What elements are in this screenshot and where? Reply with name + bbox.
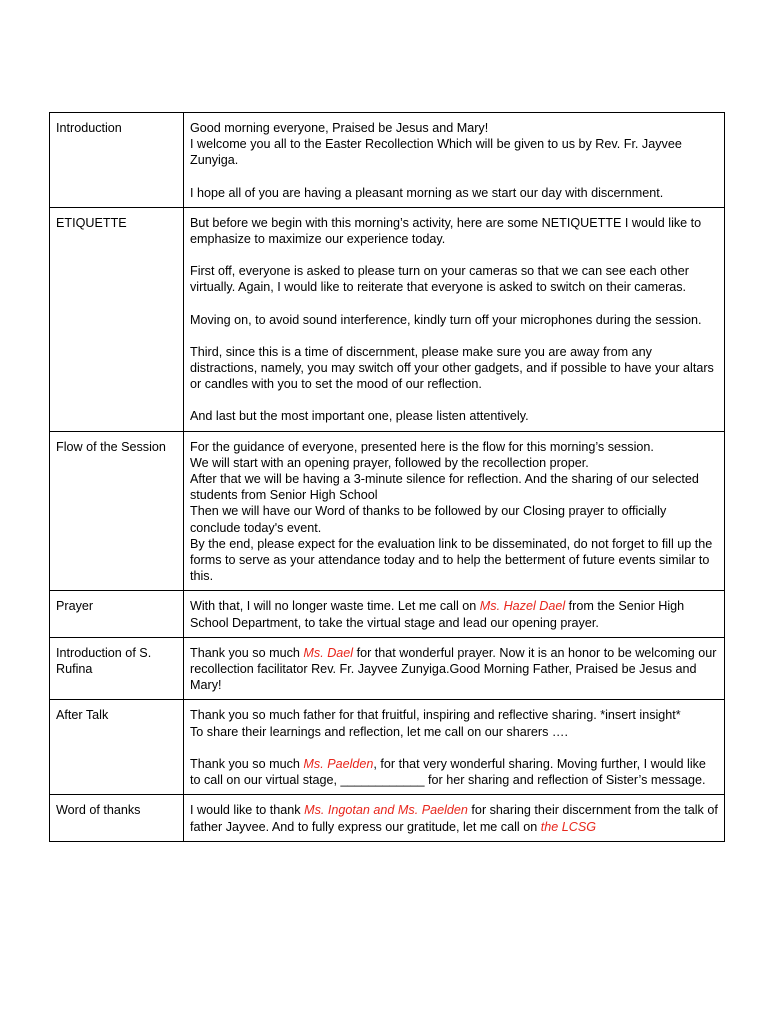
script-text: Thank you so much (190, 645, 304, 660)
script-paragraph (190, 756, 718, 788)
recollection-script-table (49, 112, 725, 842)
script-line (190, 471, 718, 503)
script-line (190, 756, 718, 788)
script-line (190, 215, 718, 247)
script-paragraph (190, 185, 718, 201)
script-text: After that we will be having a 3-minute silence for reflection. And the sharing of our selected students from Senior High School (190, 472, 699, 503)
highlighted-name: Ms. Ingotan and Ms. Paelden (304, 803, 468, 818)
script-line (190, 455, 718, 471)
script-text: First off, everyone is asked to please turn on your cameras so that we can see each other virtually. Again, I would like to reiterate that everyone is asked to switch on their cameras. (190, 264, 689, 295)
table-body (50, 113, 725, 842)
highlighted-name: the LCSG (540, 819, 597, 834)
script-text: By the end, please expect for the evaluation link to be disseminated, do not forget to fill up the forms to serve as your attendance today and to help the betterment of future events similar to this. (190, 536, 713, 584)
script-text: , for that very wonderful sharing. Moving further, I would like to call on our virtual stage, ____________ for her sharing and reflection of Sister’s message. (190, 756, 706, 788)
script-text: Thank you so much (190, 756, 304, 771)
script-line (190, 312, 718, 328)
script-text: For the guidance of everyone, presented here is the flow for this morning’s session. (190, 439, 654, 454)
section-label: After Talk (50, 700, 184, 795)
script-paragraph (190, 645, 718, 694)
script-text: To share their learnings and reflection, let me call on our sharers …. (190, 724, 568, 739)
script-line (190, 120, 718, 136)
script-text: from the Senior High School Department, to take the virtual stage and lead our opening prayer. (190, 599, 685, 630)
script-line (190, 598, 718, 630)
script-line (190, 645, 718, 694)
table-row (50, 207, 725, 431)
table-row (50, 700, 725, 795)
highlighted-name: Ms. Hazel Dael (479, 599, 566, 614)
script-line (190, 802, 718, 834)
script-paragraph (190, 312, 718, 328)
script-paragraph (190, 802, 718, 834)
script-paragraph (190, 598, 718, 630)
script-text: We will start with an opening prayer, followed by the recollection proper. (190, 455, 589, 470)
script-line (190, 503, 718, 535)
script-paragraph (190, 215, 718, 247)
section-label: Introduction of S. Rufina (50, 637, 184, 700)
script-paragraph (190, 344, 718, 393)
script-text: I welcome you all to the Easter Recollection Which will be given to us by Rev. Fr. Jayvee Zunyiga. (190, 137, 682, 168)
table-row (50, 795, 725, 841)
script-paragraph (190, 120, 718, 169)
script-line (190, 136, 718, 168)
script-text: Good morning everyone, Praised be Jesus and Mary! (190, 121, 489, 135)
script-paragraph (190, 263, 718, 295)
script-text: I hope all of you are having a pleasant morning as we start our day with discernment. (190, 185, 664, 200)
script-text: Then we will have our Word of thanks to be followed by our Closing prayer to officially conclude today's event. (190, 504, 667, 535)
script-text: I would like to thank (190, 803, 305, 818)
script-line (190, 724, 718, 740)
script-paragraph (190, 408, 718, 424)
script-line (190, 185, 718, 201)
script-line (190, 408, 718, 424)
script-text: for that wonderful prayer. Now it is an honor to be welcoming our recollection facilitator Rev. Fr. Jayvee Zunyiga.Good Morning Father, Praised be Jesus and Mary! (190, 645, 717, 693)
script-text: With that, I will no longer waste time. Let me call on (190, 599, 480, 614)
script-line (190, 344, 718, 393)
section-label: Word of thanks (50, 795, 184, 841)
script-text: Third, since this is a time of discernment, please make sure you are away from any distractions, namely, you may switch off your other gadgets, and if possible to have your altars or candles with you to set the mood of our reflection. (190, 344, 714, 392)
section-script (184, 637, 725, 700)
script-line (190, 707, 718, 723)
script-text: But before we begin with this morning’s activity, here are some NETIQUETTE I would like to emphasize to maximize our experience today. (190, 215, 702, 247)
script-line (190, 263, 718, 295)
section-label: Flow of the Session (50, 431, 184, 591)
table-row (50, 637, 725, 700)
table-row (50, 113, 725, 208)
script-text: And last but the most important one, please listen attentively. (190, 409, 529, 424)
script-text: Thank you so much father for that fruitful, inspiring and reflective sharing. *insert insight* (190, 708, 681, 723)
section-script (184, 431, 725, 591)
section-label: Prayer (50, 591, 184, 637)
script-line (190, 439, 718, 455)
section-script (184, 700, 725, 795)
section-script (184, 113, 725, 208)
script-text: for sharing their discernment from the talk of father Jayvee. And to fully express our gratitude, let me call on (190, 803, 718, 834)
highlighted-name: Ms. Dael (303, 645, 354, 660)
table-row (50, 431, 725, 591)
script-text: Moving on, to avoid sound interference, kindly turn off your microphones during the session. (190, 312, 702, 327)
section-script (184, 591, 725, 637)
section-script (184, 795, 725, 841)
section-label: Introduction (50, 113, 184, 208)
script-paragraph (190, 707, 718, 739)
script-paragraph (190, 439, 718, 585)
section-script (184, 207, 725, 431)
table-row (50, 591, 725, 637)
section-label: ETIQUETTE (50, 207, 184, 431)
script-line (190, 536, 718, 585)
highlighted-name: Ms. Paelden (303, 756, 374, 771)
